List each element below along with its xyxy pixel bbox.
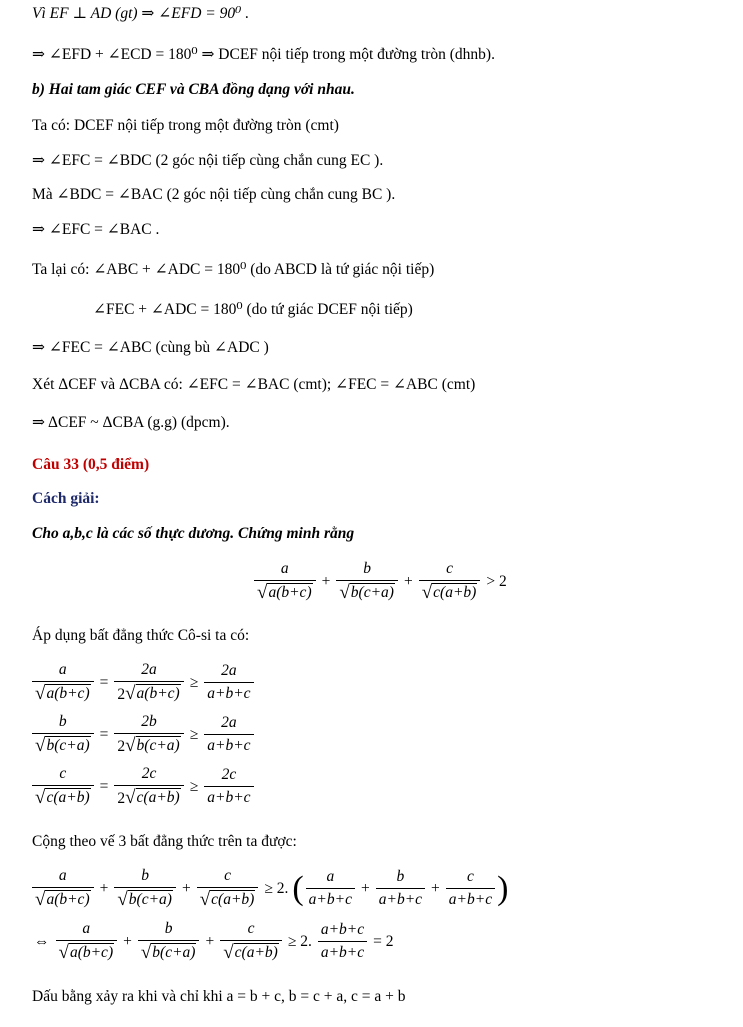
text-line-12: ⇒ ΔCEF ~ ΔCBA (g.g) (dpcm). xyxy=(32,414,230,431)
question-33-heading: Câu 33 (0,5 điểm) xyxy=(32,456,150,473)
text-line-2: ⇒ ∠EFD + ∠ECD = 180⁰ ⇒ DCEF nội tiếp trong một đường tròn (dhnb). xyxy=(32,46,495,63)
amgm-line-c: c √ c(a+b) = 2c 2 √ c(a+b) ≥ $\frac{2c}{a+b+c}$ xyxy=(30,765,256,808)
cauchy-intro: Áp dụng bất đẳng thức Cô-si ta có: xyxy=(32,627,250,644)
text-line-9: ∠FEC + ∠ADC = 180⁰ (do tứ giác DCEF nội tiếp) xyxy=(93,301,413,318)
text-line-7: ⇒ ∠EFC = ∠BAC . xyxy=(32,221,160,238)
text-line-11: Xét ΔCEF và ΔCBA có: ∠EFC = ∠BAC (cmt); ∠FEC = ∠ABC (cmt) xyxy=(32,376,476,393)
solution-heading: Cách giải: xyxy=(32,490,100,507)
sum-inequality: a √ a(b+c) + b √ b(c+a) + c √ c(a+b) ≥ 2. ( $\frac{a}{a+b+c}$ + $\frac{b}{a+b+c}$ + $\frac{c}{a+b+c}$ ) xyxy=(30,867,508,910)
text-line-10: ⇒ ∠FEC = ∠ABC (cùng bù ∠ADC ) xyxy=(32,339,269,356)
main-inequality: a √ a(b+c) + b √ b(c+a) + c √ c(a+b) > 2 xyxy=(252,560,511,603)
sum-intro: Cộng theo vế 3 bất đẳng thức trên ta được: xyxy=(32,833,297,850)
section-b-heading: b) Hai tam giác CEF và CBA đồng dạng với nhau. xyxy=(32,81,355,98)
text-line-6: Mà ∠BDC = ∠BAC (2 góc nội tiếp cùng chắn cung BC ). xyxy=(32,186,396,203)
text-line-8: Ta lại có: ∠ABC + ∠ADC = 180⁰ (do ABCD là tứ giác nội tiếp) xyxy=(32,261,435,278)
equality-condition: Dấu bằng xảy ra khi và chỉ khi a = b + c, b = c + a, c = a + b xyxy=(32,988,406,1005)
text-line-1: Vì EF ⊥ AD (gt) ⇒ ∠EFD = 90⁰ . xyxy=(32,5,250,22)
text-line-4: Ta có: DCEF nội tiếp trong một đường tròn (cmt) xyxy=(32,117,339,134)
problem-statement: Cho a,b,c là các số thực dương. Chứng minh rằng xyxy=(32,525,355,542)
amgm-line-b: b √ b(c+a) = 2b 2 √ b(c+a) ≥ $\frac{2a}{a+b+c}$ xyxy=(30,713,256,756)
amgm-line-a: a √ a(b+c) = 2a 2 √ a(b+c) ≥ $\frac{2a}{a+b+c}$ xyxy=(30,661,256,704)
text-line-5: ⇒ ∠EFC = ∠BDC (2 góc nội tiếp cùng chắn cung EC ). xyxy=(32,152,384,169)
final-inequality: ⇔ a √ a(b+c) + b √ b(c+a) + c √ c(a+b) ≥ 2. $\frac{a+b+c}{a+b+c}$ = 2 xyxy=(34,920,394,963)
